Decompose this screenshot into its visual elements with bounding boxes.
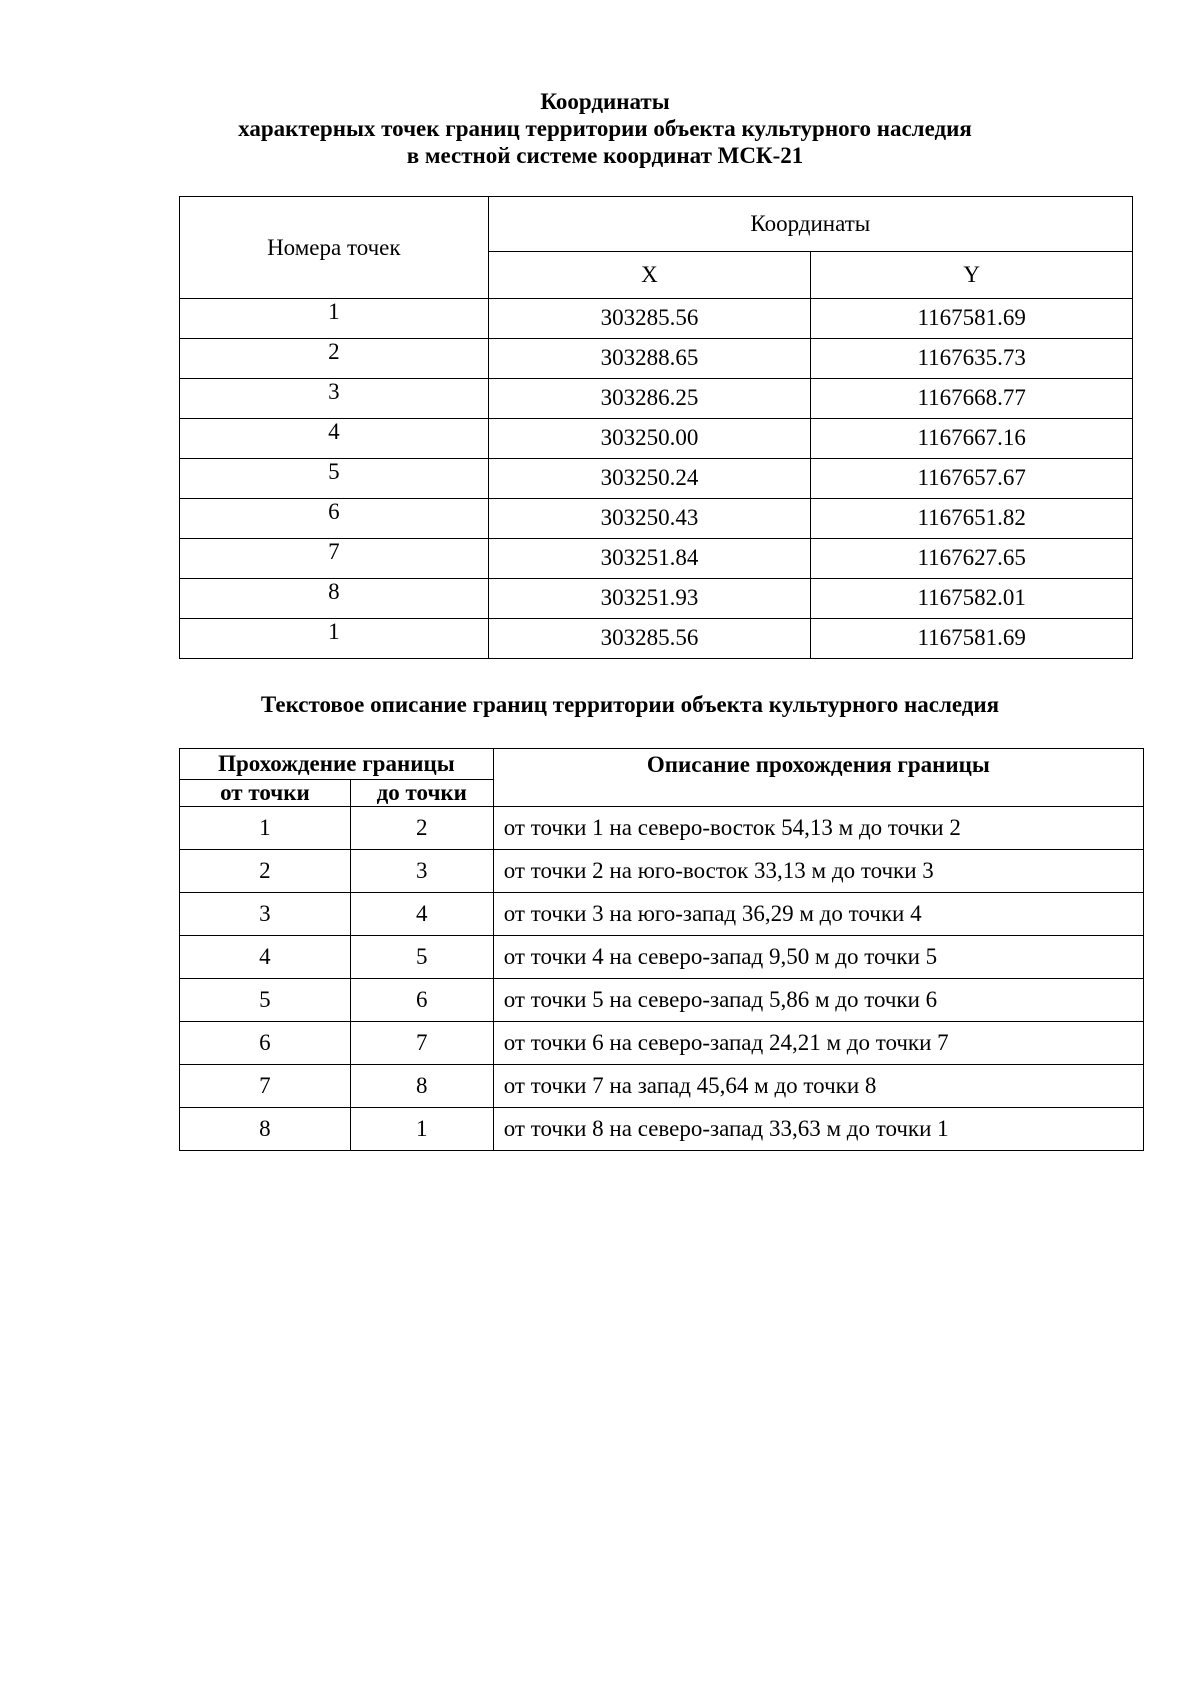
table-row xyxy=(180,299,1133,339)
y-coordinate-cell: 1167582.01 xyxy=(811,579,1133,619)
coordinates-table-body xyxy=(180,299,1133,659)
from-point-cell: 8 xyxy=(180,1108,351,1151)
table-row xyxy=(180,979,1144,1022)
from-point-cell: 1 xyxy=(180,807,351,850)
table-row xyxy=(180,459,1133,499)
title-line-3: в местной системе координат МСК-21 xyxy=(406,143,804,168)
y-coordinate-cell: 1167668.77 xyxy=(811,379,1133,419)
from-point-cell: 7 xyxy=(180,1065,351,1108)
y-coordinate-cell: 1167657.67 xyxy=(811,459,1133,499)
point-number-cell: 1 xyxy=(180,619,489,659)
from-point-cell: 4 xyxy=(180,936,351,979)
document-title xyxy=(0,88,1200,169)
table-row xyxy=(180,936,1144,979)
description-table-body xyxy=(180,807,1144,1151)
point-number-cell: 2 xyxy=(180,339,489,379)
to-point-cell: 5 xyxy=(350,936,493,979)
description-cell: от точки 8 на северо-запад 33,63 м до точки 1 xyxy=(493,1108,1143,1151)
description-cell: от точки 1 на северо-восток 54,13 м до точки 2 xyxy=(493,807,1143,850)
title-line-1: Координаты xyxy=(540,89,670,114)
table-row xyxy=(180,1022,1144,1065)
to-point-cell: 4 xyxy=(350,893,493,936)
header-boundary-passage: Прохождение границы xyxy=(180,749,494,780)
description-cell: от точки 5 на северо-запад 5,86 м до точки 6 xyxy=(493,979,1143,1022)
to-point-cell: 1 xyxy=(350,1108,493,1151)
table-row xyxy=(180,1065,1144,1108)
description-cell: от точки 7 на запад 45,64 м до точки 8 xyxy=(493,1065,1143,1108)
description-cell: от точки 4 на северо-запад 9,50 м до точки 5 xyxy=(493,936,1143,979)
x-coordinate-cell: 303288.65 xyxy=(488,339,811,379)
header-y: Y xyxy=(811,252,1133,299)
y-coordinate-cell: 1167635.73 xyxy=(811,339,1133,379)
y-coordinate-cell: 1167581.69 xyxy=(811,619,1133,659)
y-coordinate-cell: 1167667.16 xyxy=(811,419,1133,459)
description-title: Текстовое описание границ территории объекта культурного наследия xyxy=(260,692,1000,717)
header-to-point: до точки xyxy=(350,780,493,807)
from-point-cell: 3 xyxy=(180,893,351,936)
table-row xyxy=(180,579,1133,619)
x-coordinate-cell: 303286.25 xyxy=(488,379,811,419)
table-row xyxy=(180,539,1133,579)
header-coordinates: Координаты xyxy=(488,197,1132,252)
table-row xyxy=(180,893,1144,936)
table-row xyxy=(180,419,1133,459)
header-from-point: от точки xyxy=(180,780,351,807)
to-point-cell: 7 xyxy=(350,1022,493,1065)
from-point-cell: 5 xyxy=(180,979,351,1022)
to-point-cell: 8 xyxy=(350,1065,493,1108)
point-number-cell: 8 xyxy=(180,579,489,619)
to-point-cell: 6 xyxy=(350,979,493,1022)
title-line-2: характерных точек границ территории объекта культурного наследия xyxy=(238,116,972,141)
coordinates-table xyxy=(179,196,1133,659)
table-row xyxy=(180,807,1144,850)
x-coordinate-cell: 303251.93 xyxy=(488,579,811,619)
description-cell: от точки 2 на юго-восток 33,13 м до точки 3 xyxy=(493,850,1143,893)
point-number-cell: 4 xyxy=(180,419,489,459)
x-coordinate-cell: 303250.43 xyxy=(488,499,811,539)
description-cell: от точки 3 на юго-запад 36,29 м до точки 4 xyxy=(493,893,1143,936)
point-number-cell: 7 xyxy=(180,539,489,579)
boundary-description-table xyxy=(179,748,1144,1151)
x-coordinate-cell: 303251.84 xyxy=(488,539,811,579)
x-coordinate-cell: 303250.00 xyxy=(488,419,811,459)
table-row xyxy=(180,339,1133,379)
from-point-cell: 6 xyxy=(180,1022,351,1065)
x-coordinate-cell: 303250.24 xyxy=(488,459,811,499)
from-point-cell: 2 xyxy=(180,850,351,893)
table-row xyxy=(180,850,1144,893)
to-point-cell: 3 xyxy=(350,850,493,893)
point-number-cell: 5 xyxy=(180,459,489,499)
point-number-cell: 6 xyxy=(180,499,489,539)
x-coordinate-cell: 303285.56 xyxy=(488,299,811,339)
table-row xyxy=(180,379,1133,419)
to-point-cell: 2 xyxy=(350,807,493,850)
table-row xyxy=(180,619,1133,659)
y-coordinate-cell: 1167627.65 xyxy=(811,539,1133,579)
y-coordinate-cell: 1167651.82 xyxy=(811,499,1133,539)
table-row xyxy=(180,1108,1144,1151)
header-x: X xyxy=(488,252,811,299)
header-point-numbers: Номера точек xyxy=(180,197,489,299)
y-coordinate-cell: 1167581.69 xyxy=(811,299,1133,339)
point-number-cell: 1 xyxy=(180,299,489,339)
header-passage-description: Описание прохождения границы xyxy=(493,749,1143,807)
x-coordinate-cell: 303285.56 xyxy=(488,619,811,659)
point-number-cell: 3 xyxy=(180,379,489,419)
table-row xyxy=(180,499,1133,539)
description-cell: от точки 6 на северо-запад 24,21 м до точки 7 xyxy=(493,1022,1143,1065)
